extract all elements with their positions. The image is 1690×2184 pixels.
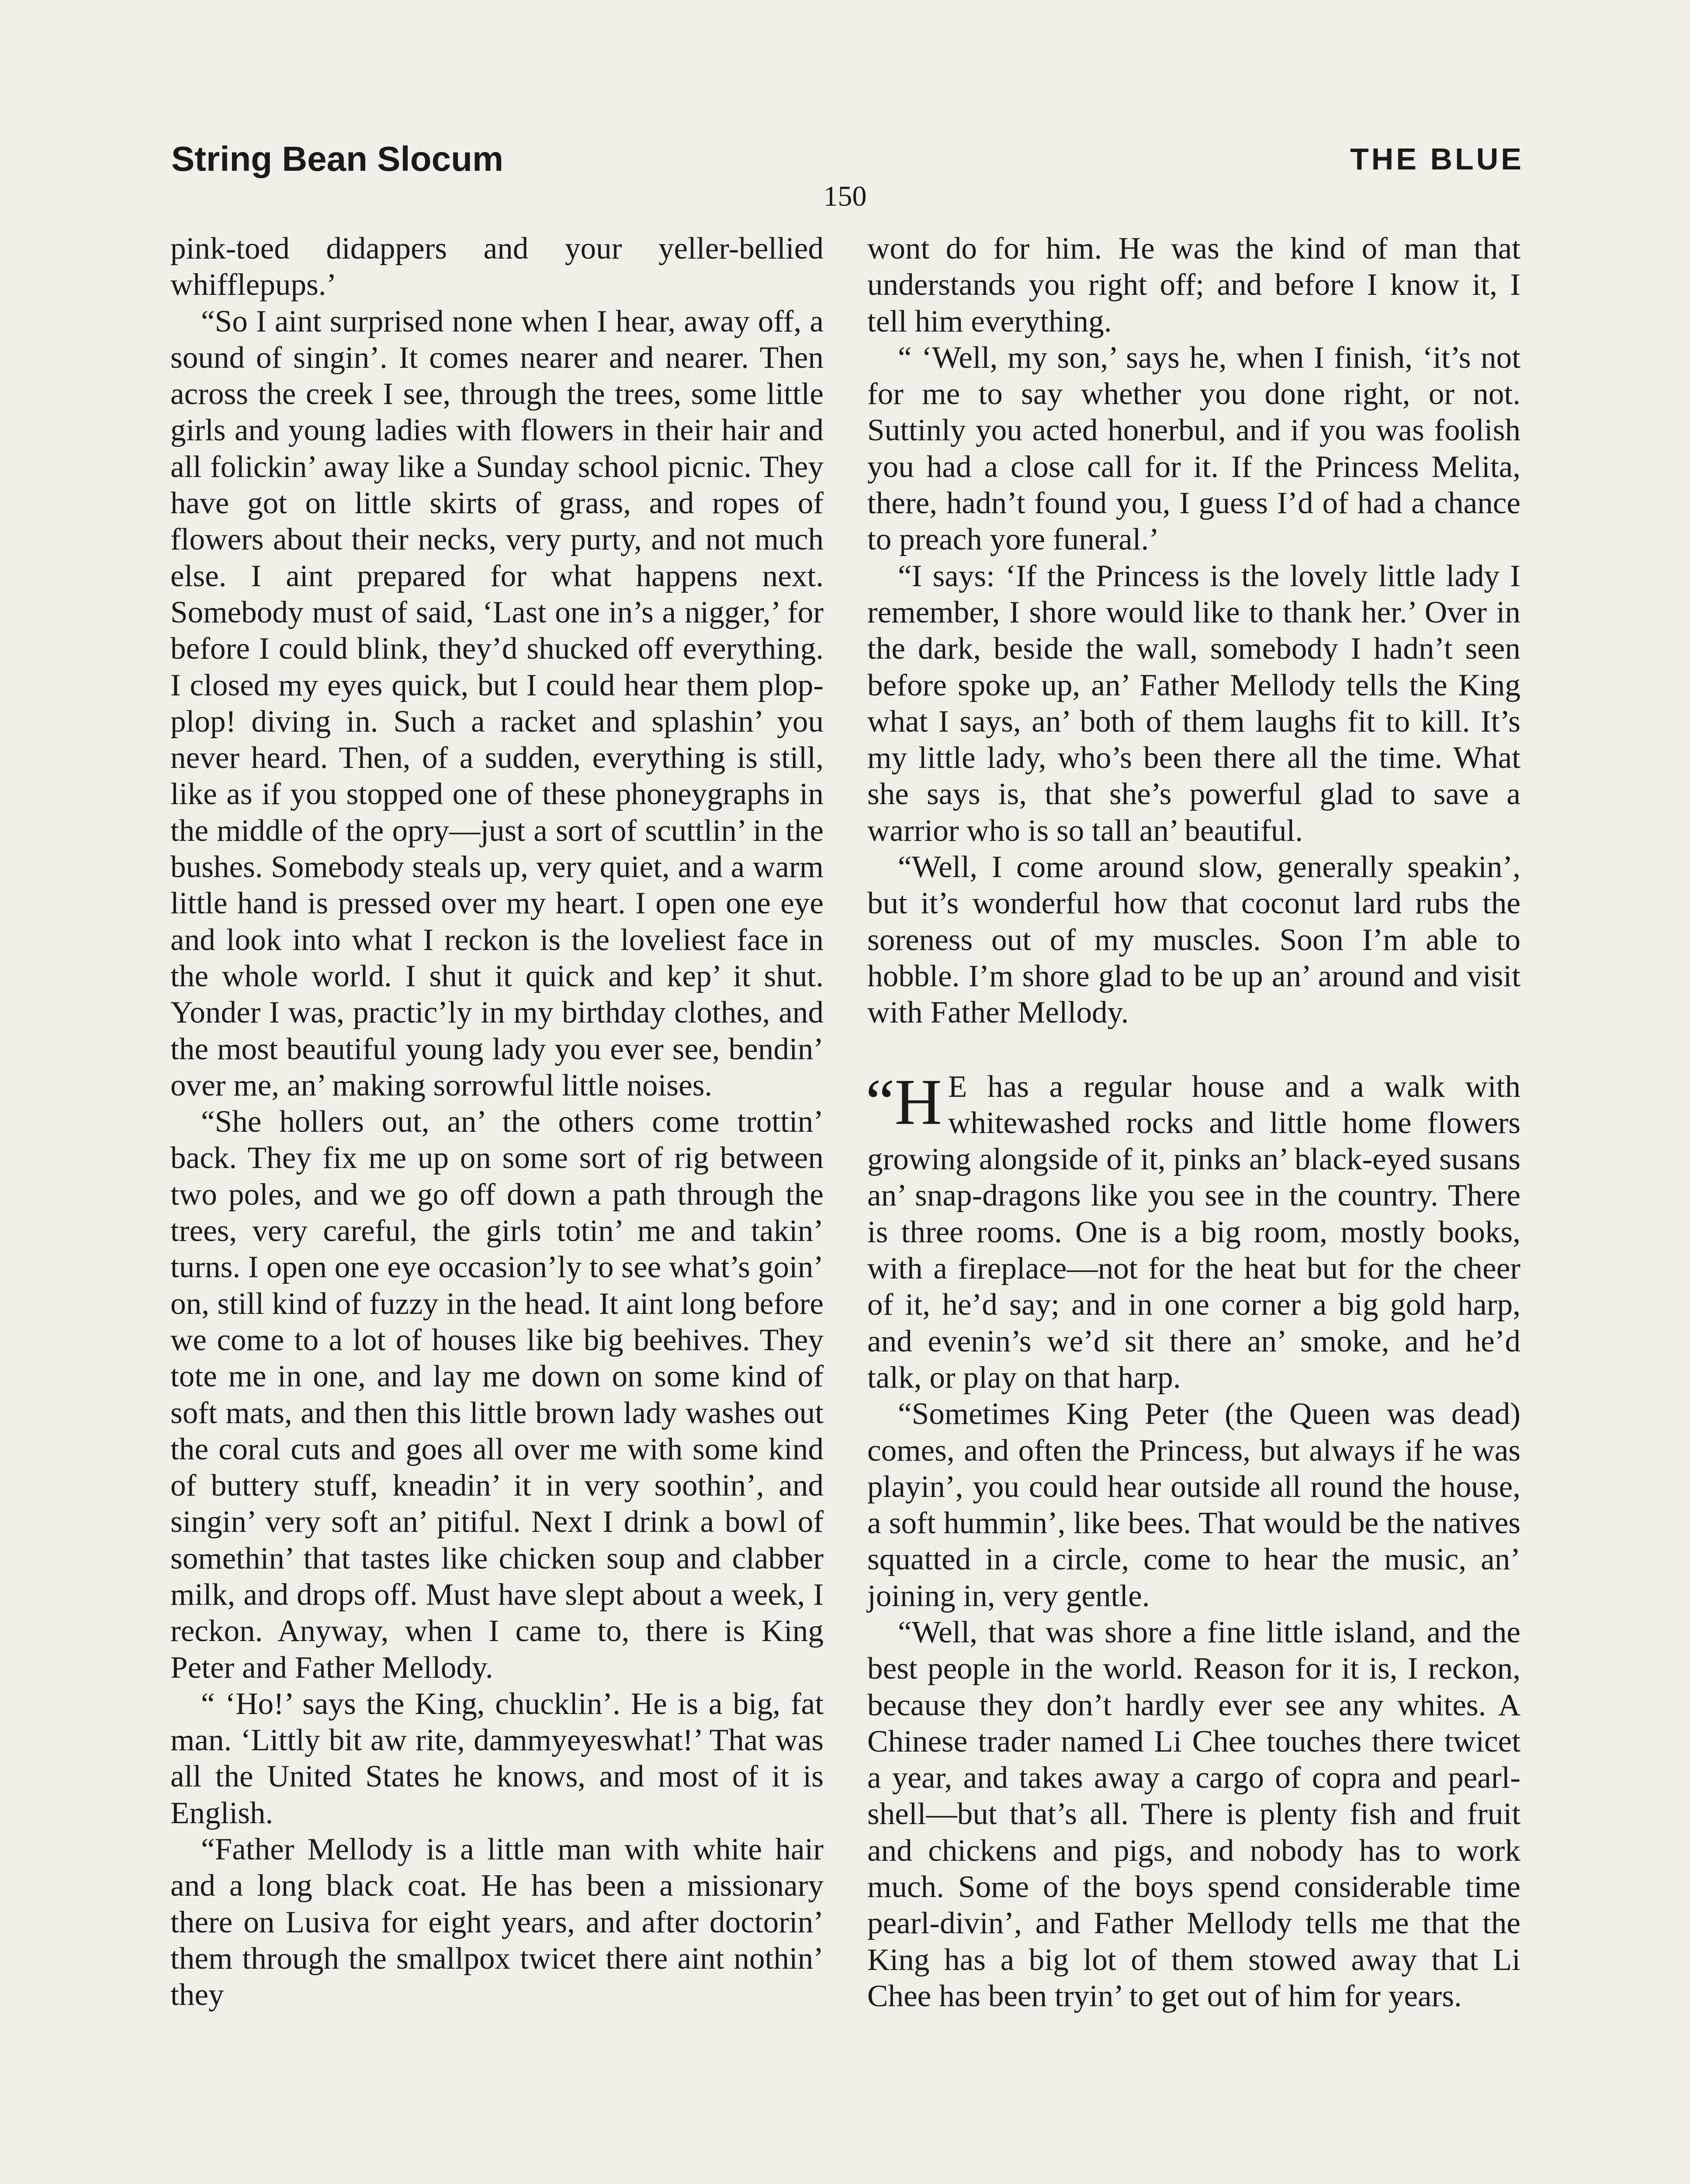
paragraph: “ ‘Well, my son,’ says he, when I finish, ‘it’s not for me to say whether you done right, or not. Suttinly you acted honerbul, and if you was foolish you had a close call for it. If the Princess Melita, there, hadn’t found you, I guess I’d of had a chance to preach yore funeral.’ [867,340,1520,557]
paragraph: “Sometimes King Peter (the Queen was dead) comes, and often the Princess, but always if he was playin’, you could hear outside all round the house, a soft hummin’, like bees. That would be the natives squatted in a circle, come to hear the music, an’ joining in, very gentle. [867,1397,1520,1613]
section-opening-paragraph [866,1065,1520,1396]
paragraph: “So I aint surprised none when I hear, away off, a sound of singin’. It comes nearer and nearer. Then across the creek I see, through the trees, some little girls and young ladies with flowers in their hair and all folickin’ away like a Sunday school picnic. They have got on little skirts of grass, and ropes of flowers about their necks, very purty, and not much else. I aint prepared for what happens next. Somebody must of said, ‘Last one in’s a nigger,’ for before I could blink, they’d shucked off everything. I closed my eyes quick, but I could hear them plop-plop! diving in. Such a racket and splashin’ you never heard. Then, of a sudden, everything is still, like as if you stopped one of these phoneygraphs in the middle of the opry—just a sort of scuttlin’ in the bushes. Somebody steals up, very quiet, and a warm little hand is pressed over my heart. I open one eye and look into what I reckon is the loveliest face in the whole world. I shut it quick and kep’ it shut. Yonder I was, practic’ly in my birthday clothes, and the most beautiful young lady you ever see, bendin’ over me, an’ making sorrowful little noises. [170,304,824,1102]
paragraph: “I says: ‘If the Princess is the lovely little lady I remember, I shore would like to thank her.’ Over in the dark, beside the wall, somebody I hadn’t seen before spoke up, an’ Father Mellody tells the King what I says, an’ both of them laughs fit to kill. It’s my little lady, who’s been there all the time. What she says is, that she’s powerful glad to save a warrior who is so tall an’ beautiful. [867,559,1520,848]
section-opening-text: E has a regular house and a walk with whitewashed rocks and little home flowers growing alongside of it, pinks an’ black-eyed susans an’ snap-dragons like you see in the country. There is three rooms. One is a big room, mostly books, with a fireplace—not for the heat but for the cheer of it, he’d say; and in one corner a big gold harp, and evenin’s we’d sit there an’ smoke, and he’d talk, or play on that harp. [867,1069,1520,1395]
drop-cap-letter: H [894,1065,942,1138]
paragraph: pink-toed didappers and your yeller-bellied whifflepups.’ [170,232,824,302]
paragraph: “Father Mellody is a little man with white hair and a long black coat. He has been a missionary there on Lusiva for eight years, and after doctorin’ them through the smallpox twicet there aint nothin’ they [170,1832,824,2012]
right-column [867,231,1520,2015]
drop-cap [866,1065,942,1138]
running-title: String Bean Slocum [171,139,504,178]
paragraph: “She hollers out, an’ the others come trottin’ back. They fix me up on some sort of rig between two poles, and we go off down a path through the trees, very careful, the girls totin’ me and takin’ turns. I open one eye occasion’ly to see what’s goin’ on, still kind of fuzzy in the head. It aint long before we come to a lot of houses like big beehives. They tote me in one, and lay me down on some kind of soft mats, and then this little brown lady washes out the coral cuts and goes all over me with some kind of buttery stuff, kneadin’ it in very soothin’, and singin’ very soft an’ pitiful. Next I drink a bowl of somethin’ that tastes like chicken soup and clabber milk, and drops off. Must have slept about a week, I reckon. Anyway, when I came to, there is King Peter and Father Mellody. [170,1105,824,1685]
paragraph: “Well, I come around slow, generally speakin’, but it’s wonderful how that coconut lard rubs the soreness out of my muscles. Soon I’m able to hobble. I’m shore glad to be up an’ around and visit with Father Mellody. [867,850,1520,1030]
page-number: 150 [823,180,867,212]
paragraph: wont do for him. He was the kind of man that understands you right off; and before I know it, I tell him everything. [867,232,1520,339]
magazine-name: THE BLUE [1350,142,1524,176]
drop-cap-quote: “ [866,1065,895,1138]
paragraph: “Well, that was shore a fine little island, and the best people in the world. Reason for it is, I reckon, because they don’t hardly ever see any whites. A Chinese trader named Li Chee touches there twicet a year, and takes away a cargo of copra and pearl-shell—but that’s all. There is plenty fish and fruit and chickens and pigs, and nobody has to work much. Some of the boys spend considerable time pearl-divin’, and Father Mellody tells me that the King has a big lot of them stowed away that Li Chee has been tryin’ to get out of him for years. [867,1615,1520,2013]
paragraph: “ ‘Ho!’ says the King, chucklin’. He is a big, fat man. ‘Littly bit aw rite, dammyeyeswhat!’ That was all the United States he knows, and most of it is English. [170,1686,824,1830]
left-column [170,231,824,2014]
